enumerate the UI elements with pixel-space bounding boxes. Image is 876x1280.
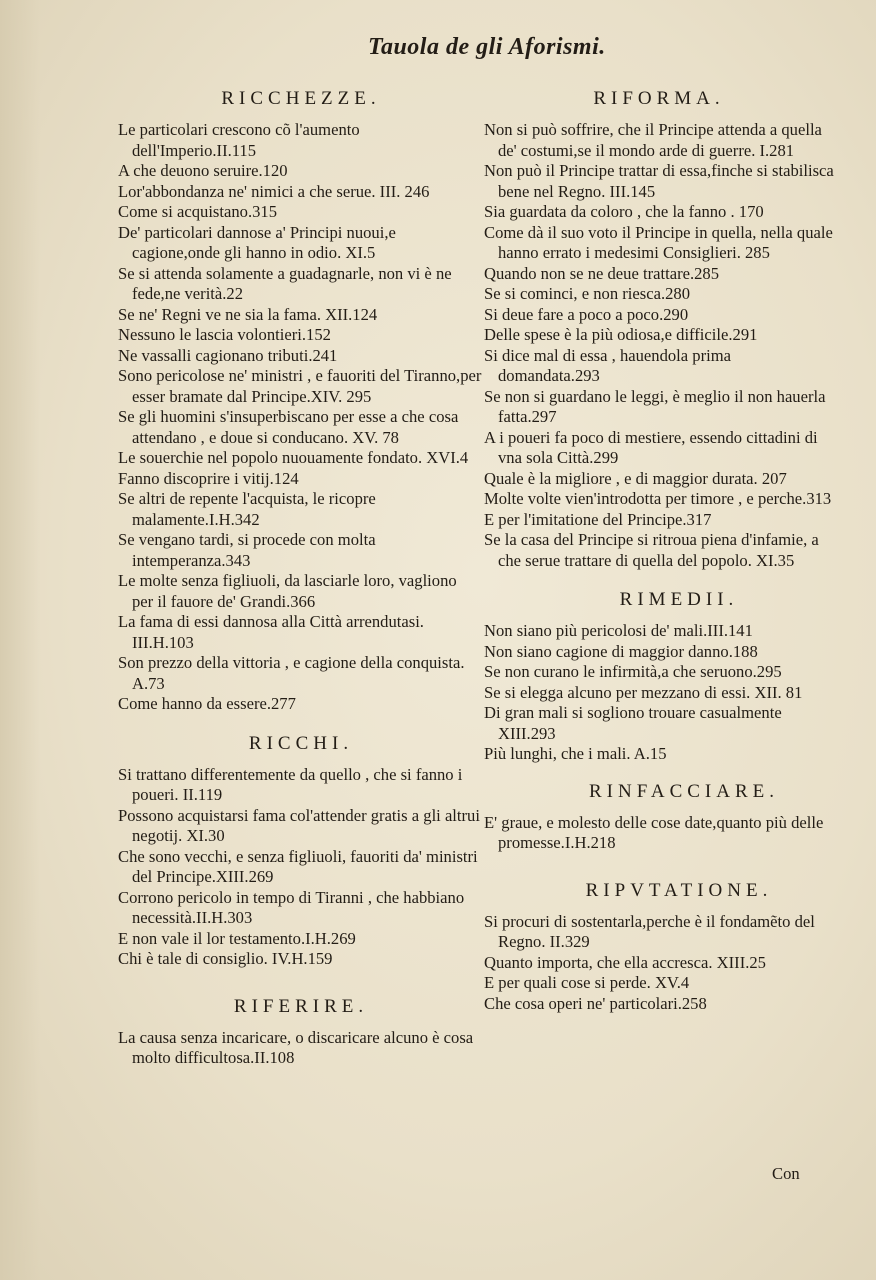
index-entry: E per quali cose si perde. XV.4 xyxy=(484,973,690,992)
index-entry: Non siano cagione di maggior danno.188 xyxy=(484,641,758,661)
index-entry: Se la casa del Principe si ritroua piena d'infamie, a che serue trattare di quella del popolo. XI.35 xyxy=(484,530,819,570)
index-entry: Delle spese è la più odiosa,e difficile.291 xyxy=(484,325,758,344)
index-entry: Di gran mali si sogliono trouare casualmente XIII.293 xyxy=(484,703,782,743)
index-entry: Non si può soffrire, che il Principe attenda a quella de' costumi,se il mondo arde di guerre. I.281 xyxy=(484,120,822,160)
index-entry: Sia guardata da coloro , che la fanno . 170 xyxy=(484,202,764,221)
page-gutter-shadow xyxy=(0,0,40,1280)
index-entry: Che cosa operi ne' particolari.258 xyxy=(484,993,707,1013)
section-heading-riferire: RIFERIRE. xyxy=(233,995,369,1017)
section-heading-rinfacciare: RINFACCIARE. xyxy=(588,780,780,802)
index-entry: Come hanno da essere.277 xyxy=(118,694,296,713)
index-entry: Possono acquistarsi fama col'attender gratis a gli altrui negotij. XI.30 xyxy=(118,805,480,845)
entries-rimedii xyxy=(484,621,834,765)
left-column xyxy=(118,88,484,1069)
entries-riferire xyxy=(118,1028,484,1069)
index-entry: Si procuri di sostentarla,perche è il fondamẽto del Regno. II.329 xyxy=(484,911,815,951)
index-entry: Le souerchie nel popolo nuouamente fondato. XVI.4 xyxy=(118,448,469,467)
index-entry: Sono pericolose ne' ministri , e fauoriti del Tiranno,per esser bramate dal Principe.XIV. 295 xyxy=(118,366,482,406)
index-entry: Lor'abbondanza ne' nimici a che serue. III. 246 xyxy=(118,181,430,201)
index-entry: Se ne' Regni ve ne sia la fama. XII.124 xyxy=(118,304,378,324)
entries-rinfacciare xyxy=(484,813,834,854)
index-entry: Nessuno le lascia volontieri.152 xyxy=(118,325,331,344)
index-entry: Son prezzo della vittoria , e cagione della conquista. A.73 xyxy=(118,653,465,693)
index-entry: La causa senza incaricare, o discaricare alcuno è cosa molto difficultosa.II.108 xyxy=(118,1027,474,1067)
index-entry: Si dice mal di essa , hauendola prima domandata.293 xyxy=(484,345,731,385)
index-entry: Se si attenda solamente a guadagnarle, non vi è ne fede,ne verità.22 xyxy=(118,263,452,303)
section-heading-ricchi: RICCHI. xyxy=(248,732,354,754)
index-entry: Come si acquistano.315 xyxy=(118,202,278,221)
index-entry: Ne vassalli cagionano tributi.241 xyxy=(118,345,338,365)
index-entry: Fanno discoprire i vitij.124 xyxy=(118,468,299,488)
index-entry: Se si elegga alcuno per mezzano di essi. XII. 81 xyxy=(484,682,803,702)
index-entry: Se si cominci, e non riesca.280 xyxy=(484,284,690,303)
index-entry: Se vengano tardi, si procede con molta intemperanza.343 xyxy=(118,530,376,570)
entries-ricchezze xyxy=(118,120,484,715)
index-entry: E' graue, e molesto delle cose date,quanto più delle promesse.I.H.218 xyxy=(484,812,824,852)
index-entry: A che deuono seruire.120 xyxy=(118,161,288,180)
index-entry: De' particolari dannose a' Principi nuoui,e cagione,onde gli hanno in odio. XI.5 xyxy=(118,222,396,262)
index-entry: Che sono vecchi, e senza figliuoli, fauoriti da' ministri del Principe.XIII.269 xyxy=(118,846,478,886)
index-entry: Se gli huomini s'insuperbiscano per esse a che cosa attendano , e doue si conducano. XV. 78 xyxy=(118,407,459,447)
entries-ricchi xyxy=(118,765,484,970)
running-head: Tauola de gli Aforismi. xyxy=(368,34,606,60)
entries-riputatione xyxy=(484,912,834,1015)
index-entry: Corrono pericolo in tempo di Tiranni , che habbiano necessità.II.H.303 xyxy=(118,887,465,927)
index-entry: E per l'imitatione del Principe.317 xyxy=(484,509,712,529)
index-entry: Quando non se ne deue trattare.285 xyxy=(484,263,719,283)
index-entry: Se non curano le infirmità,a che seruono.295 xyxy=(484,662,782,681)
index-entry: Le particolari crescono cõ l'aumento dell'Imperio.II.115 xyxy=(118,120,360,160)
index-entry: Si trattano differentemente da quello , che si fanno i poueri. II.119 xyxy=(118,764,463,804)
index-entry: Come dà il suo voto il Principe in quella, nella quale hanno errato i medesimi Consiglieri. 285 xyxy=(484,222,833,262)
right-column xyxy=(484,88,834,1014)
section-heading-riforma: RIFORMA. xyxy=(593,88,725,109)
index-entry: Si deue fare a poco a poco.290 xyxy=(484,304,689,324)
index-entry: Quale è la migliore , e di maggior durata. 207 xyxy=(484,468,787,488)
index-entry: Le molte senza figliuoli, da lasciarle loro, vagliono per il fauore de' Grandi.366 xyxy=(118,571,457,611)
index-entry: La fama di essi dannosa alla Città arrendutasi. III.H.103 xyxy=(118,612,424,652)
section-heading-riputatione: RIPVTATIONE. xyxy=(585,879,773,901)
catchword: Con xyxy=(772,1164,800,1183)
index-entry: Non può il Principe trattar di essa,finche si stabilisca bene nel Regno. III.145 xyxy=(484,161,834,201)
index-entry: Quanto importa, che ella accresca. XIII.25 xyxy=(484,952,766,972)
index-entry: Più lunghi, che i mali. A.15 xyxy=(484,744,667,763)
index-entry: Se non si guardano le leggi, è meglio il non hauerla fatta.297 xyxy=(484,386,826,426)
index-entry: Non siano più pericolosi de' mali.III.141 xyxy=(484,621,753,640)
section-heading-ricchezze: RICCHEZZE. xyxy=(221,88,381,109)
index-entry: Se altri de repente l'acquista, le ricopre malamente.I.H.342 xyxy=(118,489,376,529)
index-entry: E non vale il lor testamento.I.H.269 xyxy=(118,928,356,948)
index-entry: Molte volte vien'introdotta per timore , e perche.313 xyxy=(484,489,832,508)
index-entry: A i poueri fa poco di mestiere, essendo cittadini di vna sola Città.299 xyxy=(484,427,818,467)
index-entry: Chi è tale di consiglio. IV.H.159 xyxy=(118,949,333,968)
section-heading-rimedii: RIMEDII. xyxy=(619,589,739,610)
entries-riforma xyxy=(484,120,834,571)
